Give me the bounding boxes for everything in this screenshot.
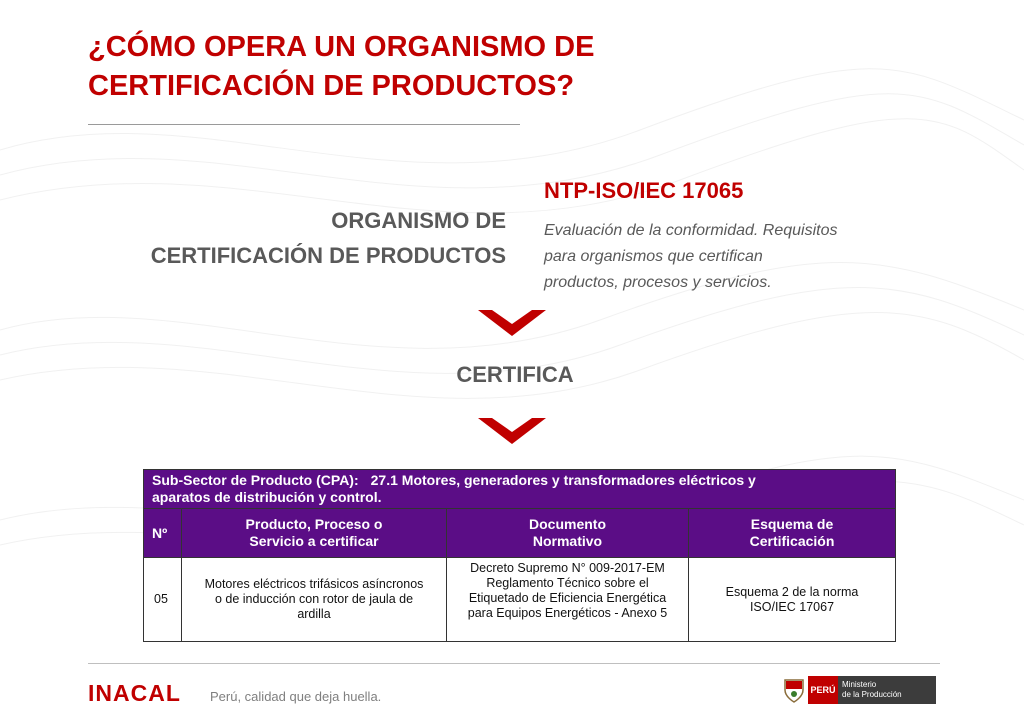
header-product: Producto, Proceso o Servicio a certificar (182, 509, 447, 558)
ntp-standard-description (544, 218, 924, 296)
row-product: Motores eléctricos trifásicos asíncronos o de inducción con rotor de jaula de ardilla (182, 558, 447, 642)
sector-row (144, 470, 896, 509)
organism-label (110, 203, 506, 273)
certifica-label: CERTIFICA (456, 362, 574, 387)
ntp-desc-line-2: para organismos que certifican (544, 248, 763, 265)
header-num: Nº (144, 509, 182, 558)
slide-title-line-1: ¿CÓMO OPERA UN ORGANISMO DE (88, 31, 595, 63)
slide-title (88, 28, 788, 106)
ntp-desc-line-3: productos, procesos y servicios. (544, 274, 772, 291)
sector-label: Sub-Sector de Producto (CPA): (152, 472, 359, 488)
ntp-standard-title: NTP-ISO/IEC 17065 (544, 178, 744, 203)
chevron-down-icon (478, 310, 546, 336)
peru-badge: PERÚ (808, 676, 838, 704)
sector-cell (144, 470, 896, 509)
row-scheme: Esquema 2 de la norma ISO/IEC 17067 (689, 558, 896, 642)
header-scheme: Esquema de Certificación (689, 509, 896, 558)
table-header-row (144, 509, 896, 558)
chevron-down-icon (478, 418, 546, 444)
footer-slogan: Perú, calidad que deja huella. (210, 689, 382, 704)
ministry-line-1: Ministerio (842, 680, 877, 689)
header-document: Documento Normativo (447, 509, 689, 558)
footer-divider (88, 663, 940, 664)
table-row (144, 558, 896, 642)
coat-of-arms-icon (782, 676, 806, 704)
title-divider (88, 124, 520, 125)
organism-label-line-1: ORGANISMO DE (331, 208, 506, 233)
sector-value-line-1: 27.1 Motores, generadores y transformadores eléctricos y (370, 472, 756, 488)
ministry-line-2: de la Producción (842, 690, 902, 699)
slide-title-line-2: CERTIFICACIÓN DE PRODUCTOS? (88, 70, 575, 102)
sector-value-line-2: aparatos de distribución y control. (152, 489, 382, 505)
ntp-desc-line-1: Evaluación de la conformidad. Requisitos (544, 222, 838, 239)
inacal-logo: INACAL (88, 680, 181, 706)
ministry-badge (838, 676, 936, 704)
organism-label-line-2: CERTIFICACIÓN DE PRODUCTOS (150, 243, 506, 268)
certification-table (143, 469, 896, 642)
row-num: 05 (144, 558, 182, 642)
row-document: Decreto Supremo N° 009-2017-EM Reglamento Técnico sobre el Etiquetado de Eficiencia Energética para Equipos Energéticos - Anexo 5 (447, 558, 689, 642)
